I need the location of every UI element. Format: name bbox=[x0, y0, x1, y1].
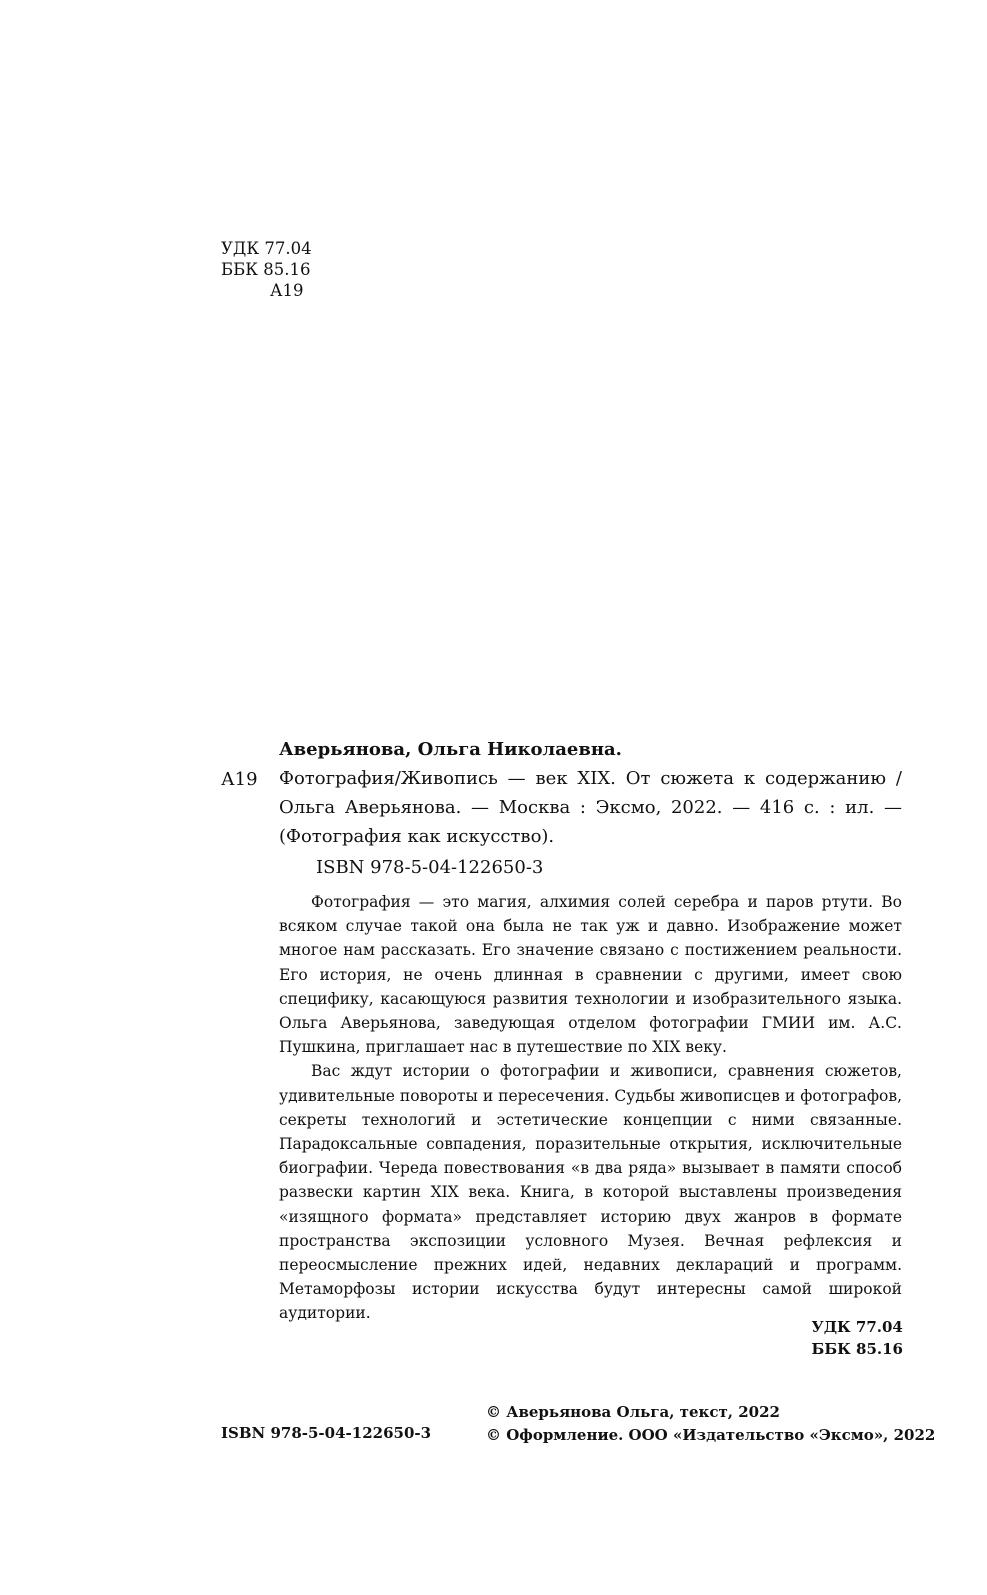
annotation-paragraph: Вас ждут истории о фотографии и живописи, сравнения сюжетов, удивительные повороты и пересечения. Судьбы живописцев и фотографов, секреты технологий и эстетические концепции с ними связанные. Парадоксальные совпадения, поразительные открытия, исключительные биографии. Череда повествования «в два ряда» вызывает в памяти способ развески картин XIX века. Книга, в которой выставлены произведения «изящного формата» представляет историю двух жанров в формате пространства экспозиции условного Музея. Вечная рефлексия и переосмысление прежних идей, недавних деклараций и программ. Метаморфозы истории искусства будут интересны самой широкой аудитории. bbox=[279, 1062, 902, 1323]
annotation bbox=[279, 890, 902, 1326]
bbk-code: ББК 85.16 bbox=[221, 260, 311, 279]
record-isbn: ISBN 978-5-04-122650-3 bbox=[316, 857, 544, 878]
annotation-paragraph: Фотография — это магия, алхимия солей серебра и паров ртути. Во всяком случае такой она была не так уж и давно. Изображение может многое нам рассказать. Его значение связано с постижением реальности. Его история, не очень длинная в сравнении с другими, имеет свою специфику, касающуюся развития технологии и изобразительного языка. Ольга Аверьянова, заведующая отделом фотографии ГМИИ им. А.С. Пушкина, приглашает нас в путешествие по XIX веку. bbox=[279, 893, 902, 1057]
udk-code: УДК 77.04 bbox=[221, 239, 312, 258]
author-mark: А19 bbox=[270, 281, 304, 300]
record-author-mark: А19 bbox=[221, 769, 258, 790]
footer-isbn: ISBN 978-5-04-122650-3 bbox=[221, 1424, 432, 1442]
copyright-design: © Оформление. ООО «Издательство «Эксмо», 2022 bbox=[486, 1426, 936, 1444]
bibliographic-description: Фотография/Живопись — век XIX. От сюжета к содержанию / Ольга Аверьянова. — Москва : Эксмо, 2022. — 416 с. : ил. — (Фотография как искусство). bbox=[279, 768, 902, 847]
copyright-block bbox=[486, 1401, 935, 1447]
copyright-text: © Аверьянова Ольга, текст, 2022 bbox=[486, 1403, 780, 1421]
bottom-classification-block bbox=[812, 1316, 903, 1360]
top-classification-block bbox=[221, 238, 312, 301]
bbk-code-bottom: ББК 85.16 bbox=[811, 1340, 903, 1358]
udk-code-bottom: УДК 77.04 bbox=[811, 1318, 903, 1336]
author-heading: Аверьянова, Ольга Николаевна. bbox=[279, 739, 622, 760]
